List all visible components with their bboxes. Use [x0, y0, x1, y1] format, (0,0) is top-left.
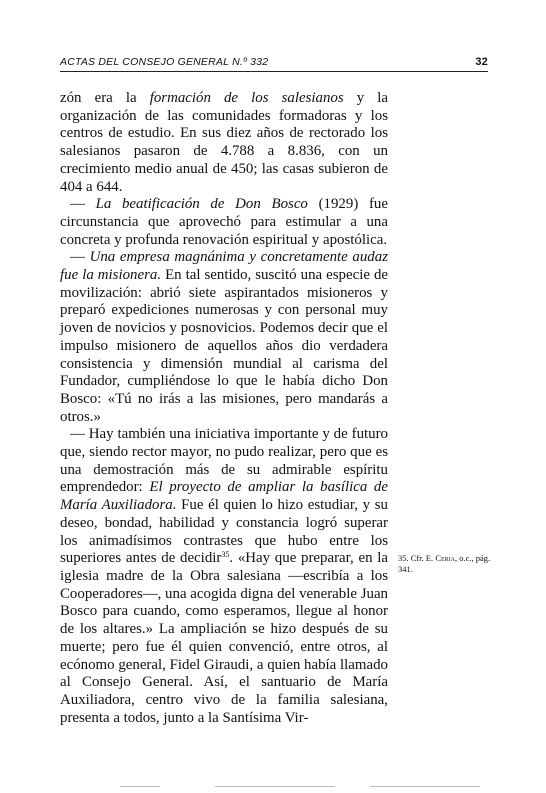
italic-run: formación de los salesianos: [149, 90, 344, 106]
footnote-text: 35. Cfr. E.: [398, 553, 436, 563]
scan-mark: [370, 786, 480, 787]
running-title: ACTAS DEL CONSEJO GENERAL N.º 332: [60, 56, 269, 68]
running-header: [60, 56, 488, 72]
page-number: 32: [475, 56, 488, 68]
footnote-ref: 35: [221, 550, 230, 560]
paragraph: [60, 90, 388, 196]
text-run: . «Hay que preparar, en la iglesia madre de la Obra salesiana —escribía a los Cooperadores—, una acogida digna del venerable Juan Bosco para cuando, como esperamos, llegue al honor de los altares.» La ampliación se hizo después de su muerte; pero fue él quien convenció, entre otros, al ecónomo general, Fidel Giraudi, a quien había llamado al Consejo General. Así, el santuario de María Auxiliadora, centro vivo de la familia salesiana, presenta a todos, junto a la Santísima Vir-: [60, 550, 388, 726]
text-run: — Hay también una iniciativa importante y de futuro que, siendo rector mayor, no pudo realizar, pero que es una demostración más de su admirable espíritu emprendedor:: [60, 426, 388, 496]
paragraph: [60, 249, 388, 426]
text-run: Fue él quien lo hizo estudiar, y su deseo, bondad, habilidad y constancia logró superar los animadísimos contrastes que hubo entre los superiores antes de decidir: [60, 497, 388, 567]
footnote-author: Ceria: [435, 553, 455, 563]
text-run: y la organización de las comunidades formadoras y los centros de estudio. En sus diez años de rectorado los salesianos pasaron de 4.788 a 8.836, con un crecimiento medio anual de 450; las casas subieron de 404 a 644.: [60, 90, 389, 195]
footnote-text: , o.c., pág. 341.: [398, 553, 491, 574]
italic-run: El proyecto de ampliar la basílica de María Auxiliadora.: [60, 479, 388, 514]
text-run: —: [70, 249, 90, 266]
text-run: En tal sentido, suscitó una especie de movilización: abrió siete aspirantados misioneros y preparó expediciones numerosas y con personal muy joven de novicios y posnovicios. Podemos decir que el impulso misionero de aquellos años dio verdadera consistencia y dimensión mundial al carisma del Fundador, cumpliéndose lo que le había dicho Don Bosco: «Tú no irás a las misiones, pero mandarás a otros.»: [60, 267, 388, 425]
text-run: (1929) fue circunstancia que aprovechó para estimular a una concreta y profunda renovación espiritual y apostólica.: [60, 196, 388, 248]
text-run: —: [70, 196, 96, 213]
scan-mark: [120, 786, 160, 787]
scan-mark: [215, 786, 335, 787]
main-text: [60, 90, 388, 727]
paragraph: [60, 426, 388, 727]
footnote: [398, 553, 506, 574]
italic-run: La beatificación de Don Bosco: [95, 196, 308, 213]
paragraph: [60, 196, 388, 249]
text-run: zón era la: [60, 90, 150, 106]
italic-run: Una empresa magnánima y concretamente audaz fue la misionera.: [60, 249, 388, 284]
